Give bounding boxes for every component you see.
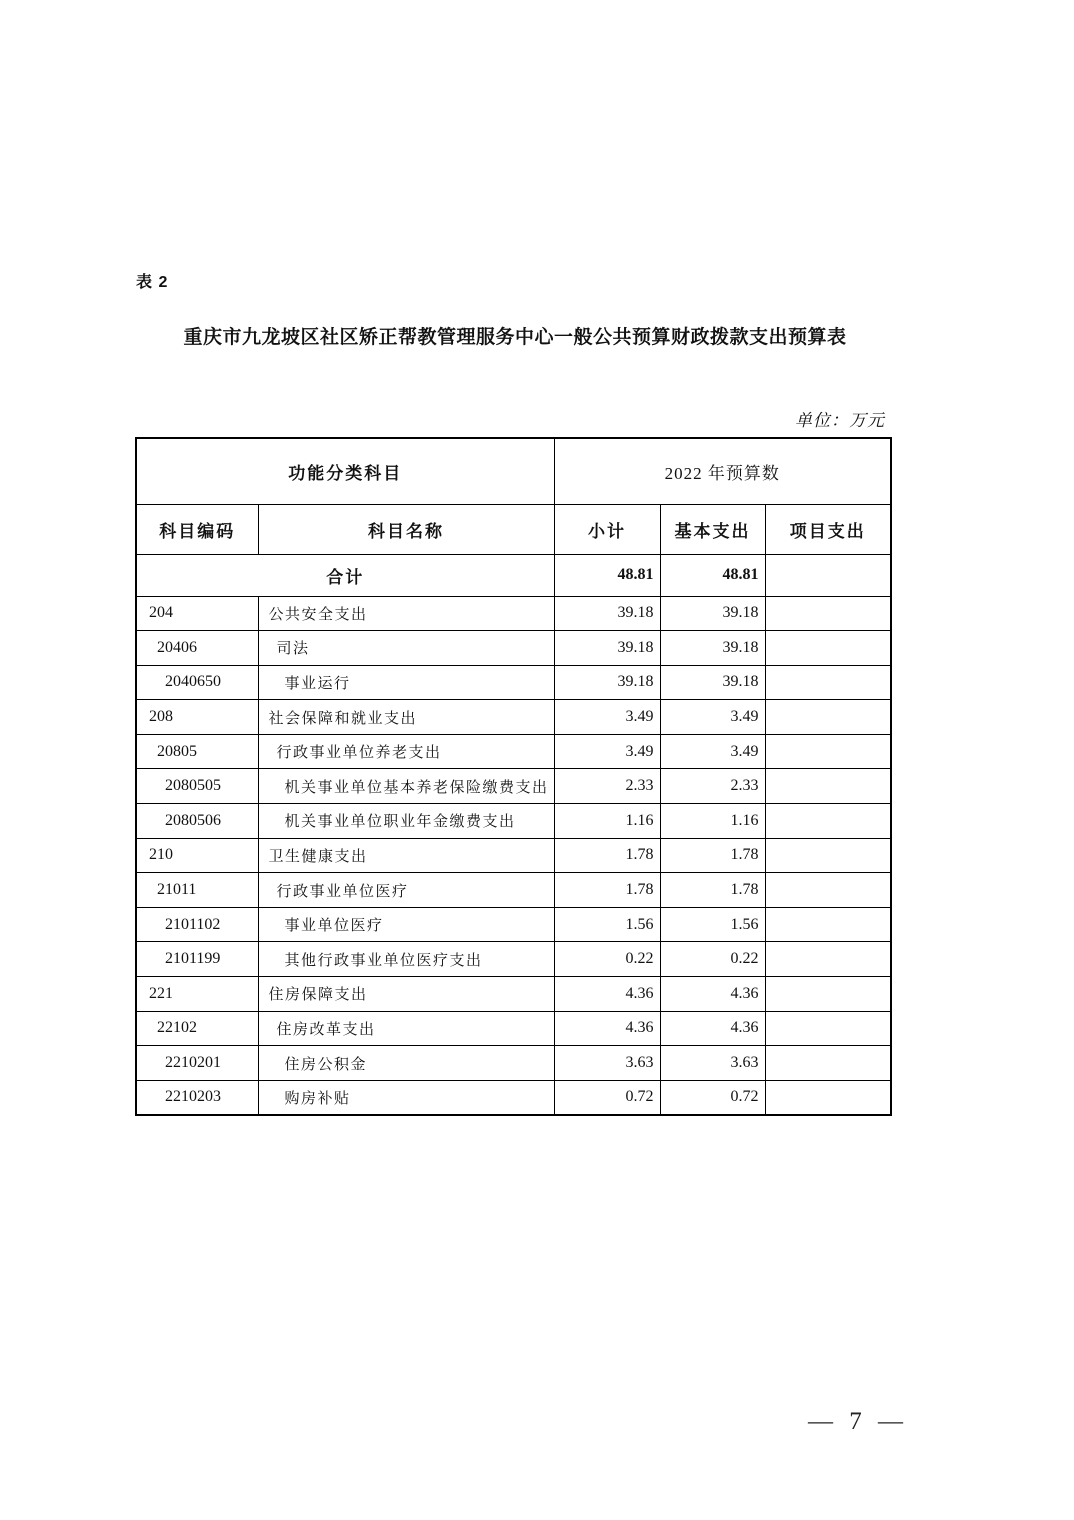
header-subject-code: 科目编码 xyxy=(136,504,258,554)
subject-name-cell: 购房补贴 xyxy=(258,1080,554,1115)
project-expenditure-cell xyxy=(765,769,891,804)
subject-name-cell: 机关事业单位职业年金缴费支出 xyxy=(258,804,554,839)
page-number: — 7 — xyxy=(808,1408,905,1435)
subject-name-cell: 行政事业单位养老支出 xyxy=(258,734,554,769)
subject-code-cell: 2101102 xyxy=(136,907,258,942)
project-expenditure-cell xyxy=(765,907,891,942)
subject-code-cell: 2080505 xyxy=(136,769,258,804)
basic-expenditure-cell: 39.18 xyxy=(660,596,765,631)
table-row xyxy=(136,700,891,735)
table-body xyxy=(136,554,891,1115)
table-row xyxy=(136,1046,891,1081)
basic-expenditure-cell: 0.22 xyxy=(660,942,765,977)
subtotal-cell: 39.18 xyxy=(554,631,660,666)
subtotal-cell: 0.72 xyxy=(554,1080,660,1115)
subject-code-cell: 2210201 xyxy=(136,1046,258,1081)
subject-code-cell: 2210203 xyxy=(136,1080,258,1115)
project-expenditure-cell xyxy=(765,1080,891,1115)
table-row xyxy=(136,769,891,804)
basic-expenditure-cell: 1.56 xyxy=(660,907,765,942)
table-row xyxy=(136,631,891,666)
project-expenditure-cell xyxy=(765,596,891,631)
basic-expenditure-cell: 39.18 xyxy=(660,631,765,666)
subtotal-cell: 1.78 xyxy=(554,873,660,908)
basic-expenditure-cell: 0.72 xyxy=(660,1080,765,1115)
project-expenditure-cell xyxy=(765,665,891,700)
subtotal-cell: 1.16 xyxy=(554,804,660,839)
table-row xyxy=(136,907,891,942)
table-row xyxy=(136,1011,891,1046)
subject-name-cell: 事业运行 xyxy=(258,665,554,700)
subject-code-cell: 210 xyxy=(136,838,258,873)
subject-name-cell: 住房保障支出 xyxy=(258,977,554,1012)
subject-code-cell: 2040650 xyxy=(136,665,258,700)
unit-note: 单位：万元 xyxy=(795,411,885,430)
subtotal-cell: 0.22 xyxy=(554,942,660,977)
table-header-column-row xyxy=(136,504,891,554)
table-row xyxy=(136,873,891,908)
subtotal-cell: 1.78 xyxy=(554,838,660,873)
basic-expenditure-cell: 3.63 xyxy=(660,1046,765,1081)
subject-name-cell: 公共安全支出 xyxy=(258,596,554,631)
project-expenditure-cell xyxy=(765,977,891,1012)
total-subtotal-cell: 48.81 xyxy=(554,554,660,596)
project-expenditure-cell xyxy=(765,1046,891,1081)
project-expenditure-cell xyxy=(765,804,891,839)
subject-name-cell: 事业单位医疗 xyxy=(258,907,554,942)
table-row xyxy=(136,665,891,700)
subtotal-cell: 4.36 xyxy=(554,977,660,1012)
table-row xyxy=(136,838,891,873)
project-expenditure-cell xyxy=(765,1011,891,1046)
table-row xyxy=(136,734,891,769)
basic-expenditure-cell: 39.18 xyxy=(660,665,765,700)
header-functional-classification: 功能分类科目 xyxy=(136,438,554,504)
basic-expenditure-cell: 3.49 xyxy=(660,700,765,735)
subtotal-cell: 3.49 xyxy=(554,700,660,735)
subtotal-cell: 39.18 xyxy=(554,596,660,631)
total-label: 合计 xyxy=(136,554,554,596)
basic-expenditure-cell: 3.49 xyxy=(660,734,765,769)
header-basic-expenditure: 基本支出 xyxy=(660,504,765,554)
subject-name-cell: 住房改革支出 xyxy=(258,1011,554,1046)
table-header-group-row xyxy=(136,438,891,504)
subject-name-cell: 其他行政事业单位医疗支出 xyxy=(258,942,554,977)
project-expenditure-cell xyxy=(765,942,891,977)
basic-expenditure-cell: 1.78 xyxy=(660,838,765,873)
subject-name-cell: 社会保障和就业支出 xyxy=(258,700,554,735)
basic-expenditure-cell: 1.78 xyxy=(660,873,765,908)
subject-name-cell: 司法 xyxy=(258,631,554,666)
subject-code-cell: 2080506 xyxy=(136,804,258,839)
header-2022-budget: 2022 年预算数 xyxy=(554,438,891,504)
subject-code-cell: 221 xyxy=(136,977,258,1012)
subtotal-cell: 3.63 xyxy=(554,1046,660,1081)
subject-code-cell: 22102 xyxy=(136,1011,258,1046)
subject-code-cell: 21011 xyxy=(136,873,258,908)
subject-name-cell: 行政事业单位医疗 xyxy=(258,873,554,908)
subject-code-cell: 208 xyxy=(136,700,258,735)
project-expenditure-cell xyxy=(765,700,891,735)
subject-name-cell: 卫生健康支出 xyxy=(258,838,554,873)
subject-code-cell: 2101199 xyxy=(136,942,258,977)
basic-expenditure-cell: 2.33 xyxy=(660,769,765,804)
table-number-label: 表 2 xyxy=(136,274,169,291)
basic-expenditure-cell: 4.36 xyxy=(660,1011,765,1046)
subject-code-cell: 20805 xyxy=(136,734,258,769)
project-expenditure-cell xyxy=(765,838,891,873)
subtotal-cell: 4.36 xyxy=(554,1011,660,1046)
subtotal-cell: 3.49 xyxy=(554,734,660,769)
subject-name-cell: 住房公积金 xyxy=(258,1046,554,1081)
total-project-cell xyxy=(765,554,891,596)
basic-expenditure-cell: 4.36 xyxy=(660,977,765,1012)
page-title: 重庆市九龙坡区社区矫正帮教管理服务中心一般公共预算财政拨款支出预算表 xyxy=(183,327,847,348)
table-row xyxy=(136,942,891,977)
budget-table xyxy=(135,437,892,1116)
subject-code-cell: 20406 xyxy=(136,631,258,666)
subtotal-cell: 2.33 xyxy=(554,769,660,804)
subtotal-cell: 39.18 xyxy=(554,665,660,700)
table-row xyxy=(136,1080,891,1115)
basic-expenditure-cell: 1.16 xyxy=(660,804,765,839)
total-row xyxy=(136,554,891,596)
table-row xyxy=(136,804,891,839)
subject-name-cell: 机关事业单位基本养老保险缴费支出 xyxy=(258,769,554,804)
table-row xyxy=(136,596,891,631)
header-subtotal: 小计 xyxy=(554,504,660,554)
project-expenditure-cell xyxy=(765,734,891,769)
subtotal-cell: 1.56 xyxy=(554,907,660,942)
project-expenditure-cell xyxy=(765,873,891,908)
table-row xyxy=(136,977,891,1012)
project-expenditure-cell xyxy=(765,631,891,666)
subject-code-cell: 204 xyxy=(136,596,258,631)
header-project-expenditure: 项目支出 xyxy=(765,504,891,554)
total-basic-cell: 48.81 xyxy=(660,554,765,596)
header-subject-name: 科目名称 xyxy=(258,504,554,554)
